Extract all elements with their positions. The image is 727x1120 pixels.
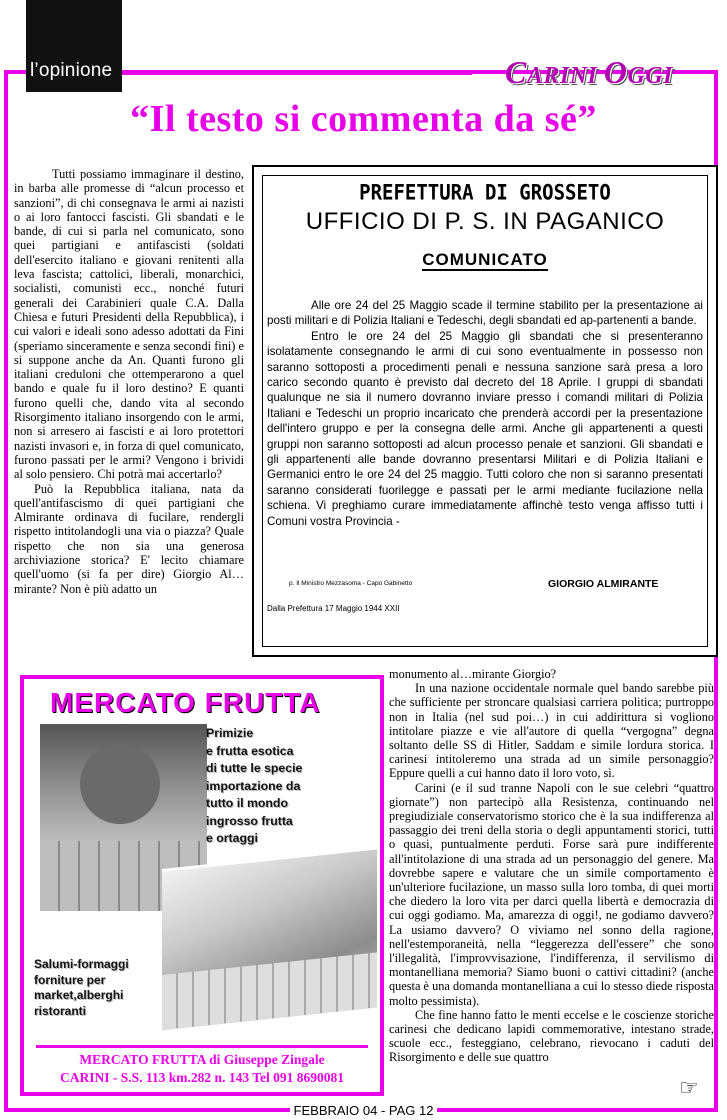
comunicato-document (252, 165, 718, 657)
masthead-logo: CARINI OGGI (505, 54, 673, 90)
comunicato-paragraph: Entro le ore 24 del 25 Maggio gli sbandati che si presenteranno isolatamente consegnando le armi di cui sono eventualmente in possesso non saranno sottoposti a procedimenti penali e nessuna sanzione sarà presa a loro carico secondo quanto è previsto dal decreto del 18 Aprile. I gruppi di sbandati qualunque ne sia il numero dovranno inviare presso i comandi militari di Polizia Italiani e Tedeschi un proprio incaricato che prenderà accordi per la presentazione dell'intero gruppo e per la consegna delle armi. Anche gli appartenenti a questi gruppi non saranno sottoposti ad alcun processo penale et sanzioni. Gli sbandati e gli appartenenti alle bande dovranno presentarsi Militari e di Polizia Italiani e Germanici entro le ore 24 del 25 maggio. Tutti coloro che non si saranno presentati saranno considerati fuorilegge e passati per le armi mediante fucilazione nella schiena. Vi preghiamo curare immediatamente affinchè testo venga affisso tutti i Comuni vostra Provincia - (267, 329, 703, 528)
comunicato-paragraph: Alle ore 24 del 25 Maggio scade il termine stabilito per la presentazione ai posti militari e di Polizia Italiani e Tedeschi, degli sbandati ed ap-partenenti a bande. (267, 299, 703, 328)
article-paragraph: Che fine hanno fatto le menti eccelse e le coscienze storiche carinesi che dedicano lapidi commemorative, intestano strade, scuole ecc., festeggiano, celebrano, rievocano i caduti del Risorgimento e delle sue quattro (389, 1007, 714, 1065)
article-paragraph: In una nazione occidentale normale quel bando sarebbe più che sufficiente per stroncare qualsiasi carriera politica; purtroppo non in Italia (nel sud poi…) in cui addirittura si vogliono intitolare piazze e vie all'autore di quella “vergogna” degna soltanto delle SS di Hitler, Saddam e simile lordura storica. I carinesi intitoleremo una strada ad un simile personaggio? Eppure quelli a cui hanno dato il loro voto, sì. (389, 681, 714, 781)
comunicato-heading: COMUNICATO (422, 250, 548, 269)
page-footer (0, 1103, 727, 1118)
comunicato-inner-frame (262, 175, 708, 647)
comunicato-signature: GIORGIO ALMIRANTE (548, 578, 659, 590)
top-rule (122, 70, 472, 75)
article-paragraph: monumento al…mirante Giorgio? (389, 667, 557, 681)
section-label: l’opinione (30, 60, 113, 81)
comunicato-date: Dalla Prefettura 17 Maggio 1944 XXII (267, 604, 400, 613)
ad-contact: MERCATO FRUTTA di Giuseppe Zingale CARINI - S.S. 113 km.282 n. 143 Tel 091 8690081 (60, 1052, 344, 1085)
comunicato-body (267, 298, 703, 529)
headline: “Il testo si commenta da sé” (130, 98, 597, 140)
prefettura-title: PREFETTURA DI GROSSETO (359, 180, 611, 206)
page-number: FEBBRAIO 04 - PAG 12 (290, 1103, 438, 1118)
pointing-hand-icon: ☞ (679, 1075, 699, 1100)
ad-tagline: Primizie e frutta esotica di tutte le specie importazione da tutto il mondo ingrosso frutta e ortaggi (206, 726, 303, 845)
article-paragraph: Può la Repubblica italiana, nata da quell'antifascismo di quei partigiani che Almirante ordinava di fucilare, rendergli rispetto intitolandogli una via o piazza? Quale rispetto che non sia una generosa archiviazione storica? E' lecito chiamare quell'uomo (si fa per dire) Giorgio Al…mirante? Non è più adatto un (14, 481, 244, 596)
ad-services: Salumi-formaggi forniture per market,alberghi ristoranti (34, 957, 129, 1018)
ad-divider (36, 1045, 368, 1048)
article-paragraph: Tutti possiamo immaginare il destino, in barba alle promesse di “alcun processo et sanzioni”, di chi consegnava le armi ai nazisti o ai loro fantocci fascisti. Gli sbandati e le bande, di cui si parla nel comunicato, sono quei partigiani e antifascisti (soldati dell'esercito italiano e giovani renitenti alla leva fascista; cattolici, liberali, monarchici, socialisti, comunisti ecc., nonché futuri generali dei Carabinieri quale C.A. Dalla Chiesa e futuri Presidenti della Repubblica), i cui valori e ideali sono adesso adottati da Fini (speriamo sinceramente e senza secondi fini) e si suppone anche da An. Quanti furono gli italiani creduloni che ottemperarono a quel bando e quale fu il loro destino? E quanti furono quelli che, dando vita al secondo Risorgimento italiano insorgendo con le armi, non si arresero ai fascisti e ai loro protettori nazisti invasori e, in forza di quel comunicato, furono passati per le armi? Vengono i brividi al solo pensiero. Chi potrà mai accertarlo? (14, 167, 244, 482)
office-title: UFFICIO DI P. S. IN PAGANICO (305, 208, 665, 235)
advertisement (20, 675, 384, 1096)
ad-title: MERCATO FRUTTA (50, 687, 321, 718)
article-paragraph: Carini (e il sud tranne Napoli con le sue celebri “quattro giornate”) non partecipò alla Resistenza, continuando nel pregiudiziale conservatorismo storico che è la sua indifferenza al passaggio dei treni della storia o degli appuntamenti storici, tutti o quasi, puntualmente perduti. Forse sarà pure indifferente all'intitolazione di una strada ad un personaggio del genere. Ma dovrebbe sapere e valutare che un simile comportamento è un'ulteriore fucilazione, un masso sulla loro tomba, di quei morti che diedero la loro vita per darci quella libertà e democrazia di cui oggi godiamo. Ma, amarezza di oggi!, ne godiamo davvero? La usiamo davvero? O viviamo nel sonno della ragione, nell'estemporaneità, nella “leggerezza dell'essere” che sono l'illegalità, l'improvvisazione, l'indifferenza, il servilismo di montanelliana memoria? Siamo buoni o cattivi cittadini? (anche questa è una domanda montanelliana a cui lo stesso diede risposta molto pessimista). (389, 780, 714, 1008)
ad-photo-deli-counter (162, 846, 377, 1030)
article-left-column (14, 167, 244, 664)
section-tag (26, 0, 122, 92)
comunicato-subsignature: p. Il Ministro Mezzasoma - Capo Gabinetto (289, 580, 413, 587)
article-right-column (389, 667, 714, 1105)
